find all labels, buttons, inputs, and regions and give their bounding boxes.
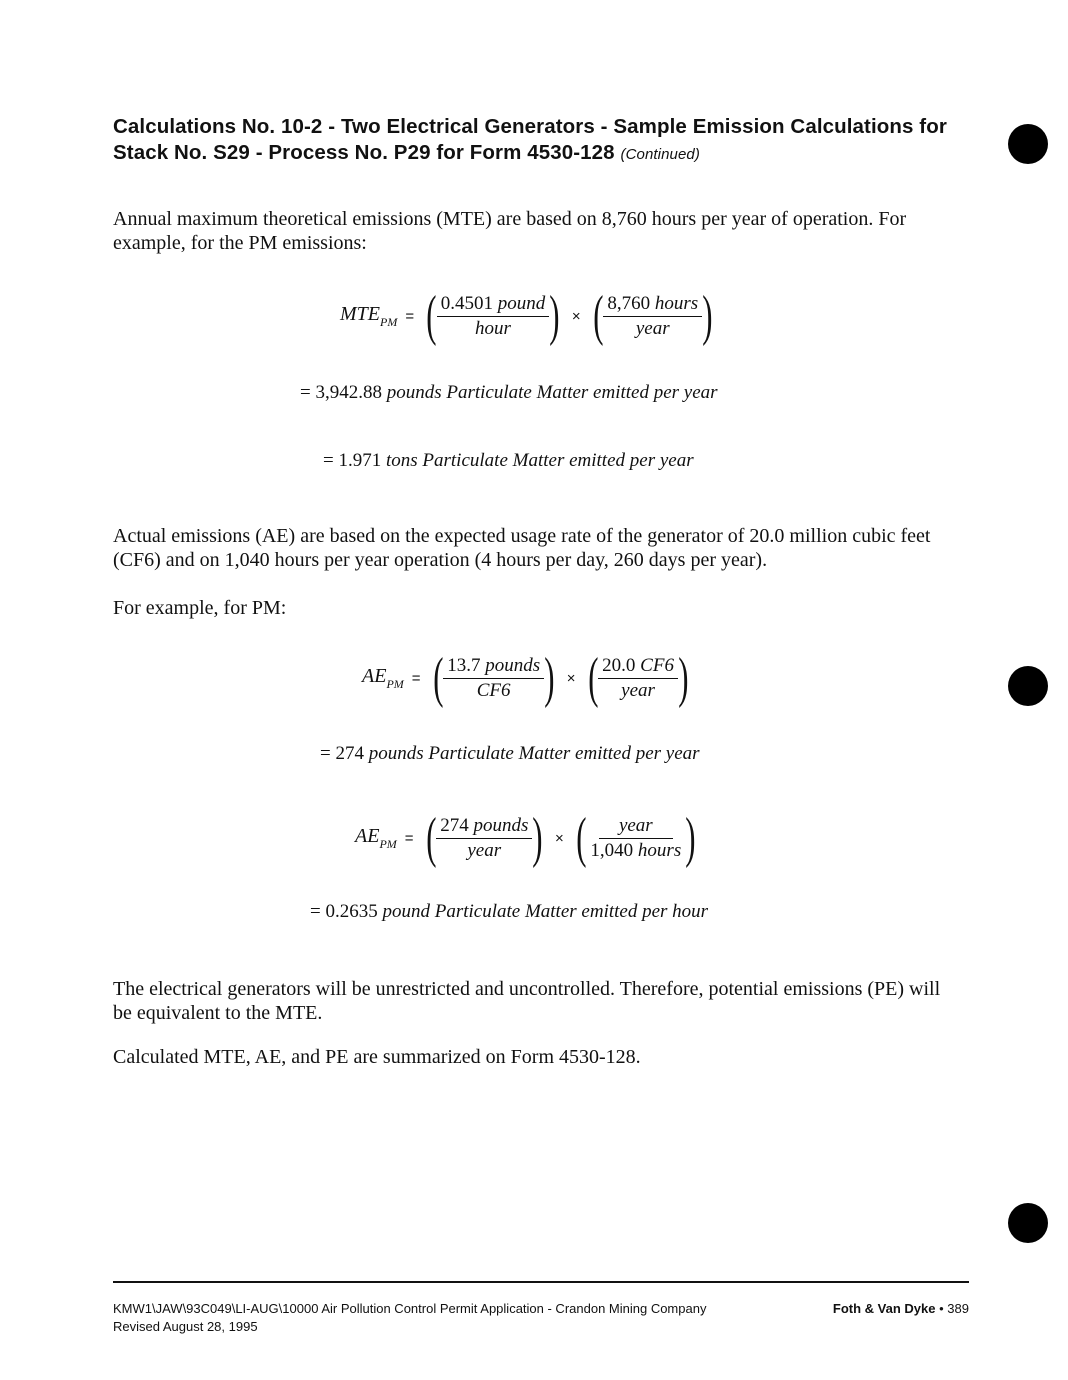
- equation-ae-pm-hourly: [355, 807, 700, 869]
- right-paren: ): [549, 285, 560, 347]
- footer-path: KMW1\JAW\93C049\LI-AUG\10000 Air Pollution Control Permit Application - Crandon Mining Company: [113, 1301, 707, 1316]
- footer-right: [805, 1300, 969, 1318]
- paragraph-example: For example, for PM:: [113, 597, 287, 619]
- equation-ae-pm-pounds: [362, 647, 693, 709]
- result-ae-hourly: = 0.2635 pound Particulate Matter emitted per hour: [310, 901, 709, 922]
- fraction-rate: $\frac{\text{0.4501 pound}}{\text{hour}}$: [437, 292, 550, 341]
- heading-line-2-text: Stack No. S29 - Process No. P29 for Form 4530-128: [113, 141, 615, 164]
- right-paren: ): [678, 647, 689, 709]
- paragraph-mte: Annual maximum theoretical emissions (MTE) are based on 8,760 hours per year of operation. For example, for the PM emissions:: [113, 208, 907, 254]
- heading-line-2: [113, 140, 953, 168]
- left-paren: (: [575, 807, 587, 869]
- fraction-hours: $\frac{\text{8,760 hours}}{\text{year}}$: [603, 292, 702, 341]
- binder-hole-top: [1008, 124, 1048, 164]
- fraction-operating-hours: $\frac{\text{year}}{\text{1,040 hours}}$: [590, 814, 682, 861]
- heading-continued: (Continued): [620, 146, 700, 163]
- left-paren: (: [425, 807, 436, 869]
- equation-lhs: $AE_{PM}$: [355, 824, 397, 851]
- times-sign: ×: [571, 307, 581, 325]
- binder-hole-middle: [1008, 666, 1048, 706]
- right-paren: ): [702, 285, 713, 347]
- result-ae-pounds: = 274 pounds Particulate Matter emitted per year: [320, 743, 700, 764]
- paragraph-pe: The electrical generators will be unrestricted and uncontrolled. Therefore, potential emissions (PE) will be equivalent to the MTE.: [113, 978, 941, 1024]
- right-paren: ): [532, 807, 543, 869]
- paragraph-summary: Calculated MTE, AE, and PE are summarized on Form 4530-128.: [113, 1046, 641, 1068]
- footer-firm: Foth & Van Dyke: [832, 1301, 936, 1316]
- left-paren: (: [587, 647, 598, 709]
- equation-lhs: $AE_{PM}$: [362, 664, 404, 691]
- paragraph-ae: Actual emissions (AE) are based on the expected usage rate of the generator of 20.0 million cubic feet (CF6) and on 1,040 hours per year operation (4 hours per day, 260 days per year).: [113, 525, 931, 571]
- left-paren: (: [426, 285, 437, 347]
- left-paren: (: [432, 647, 443, 709]
- equals-sign: =: [404, 829, 414, 847]
- footer-revised: Revised August 28, 1995: [113, 1319, 258, 1334]
- heading-line-1: Calculations No. 10-2 - Two Electrical Generators - Sample Emission Calculations for: [113, 115, 947, 138]
- result-mte-tons: = 1.971 tons Particulate Matter emitted per year: [323, 450, 694, 471]
- fraction-emission-factor: $\frac{\text{13.7 pounds}}{CF6}$: [443, 654, 544, 703]
- footer-rule: [113, 1281, 969, 1283]
- fraction-usage: $\frac{20.0 CF6}{\text{year}}$: [598, 654, 678, 703]
- page-number: 389: [947, 1301, 969, 1316]
- footer-bullet: •: [939, 1301, 944, 1316]
- equals-sign: =: [411, 669, 421, 687]
- fraction-annual: $\frac{\text{274 pounds}}{\text{year}}$: [436, 814, 532, 863]
- equation-mte-pm: [340, 285, 717, 347]
- footer-left: [113, 1300, 753, 1336]
- binder-hole-bottom: [1008, 1203, 1048, 1243]
- equation-lhs: $MTE_{PM}$: [340, 302, 398, 329]
- equals-sign: =: [405, 307, 415, 325]
- left-paren: (: [592, 285, 604, 347]
- page-heading: [113, 114, 953, 168]
- result-mte-pounds: = 3,942.88 pounds Particulate Matter emitted per year: [300, 382, 718, 403]
- right-paren: ): [685, 807, 696, 869]
- right-paren: ): [544, 647, 555, 709]
- times-sign: ×: [555, 829, 564, 847]
- times-sign: ×: [566, 669, 576, 687]
